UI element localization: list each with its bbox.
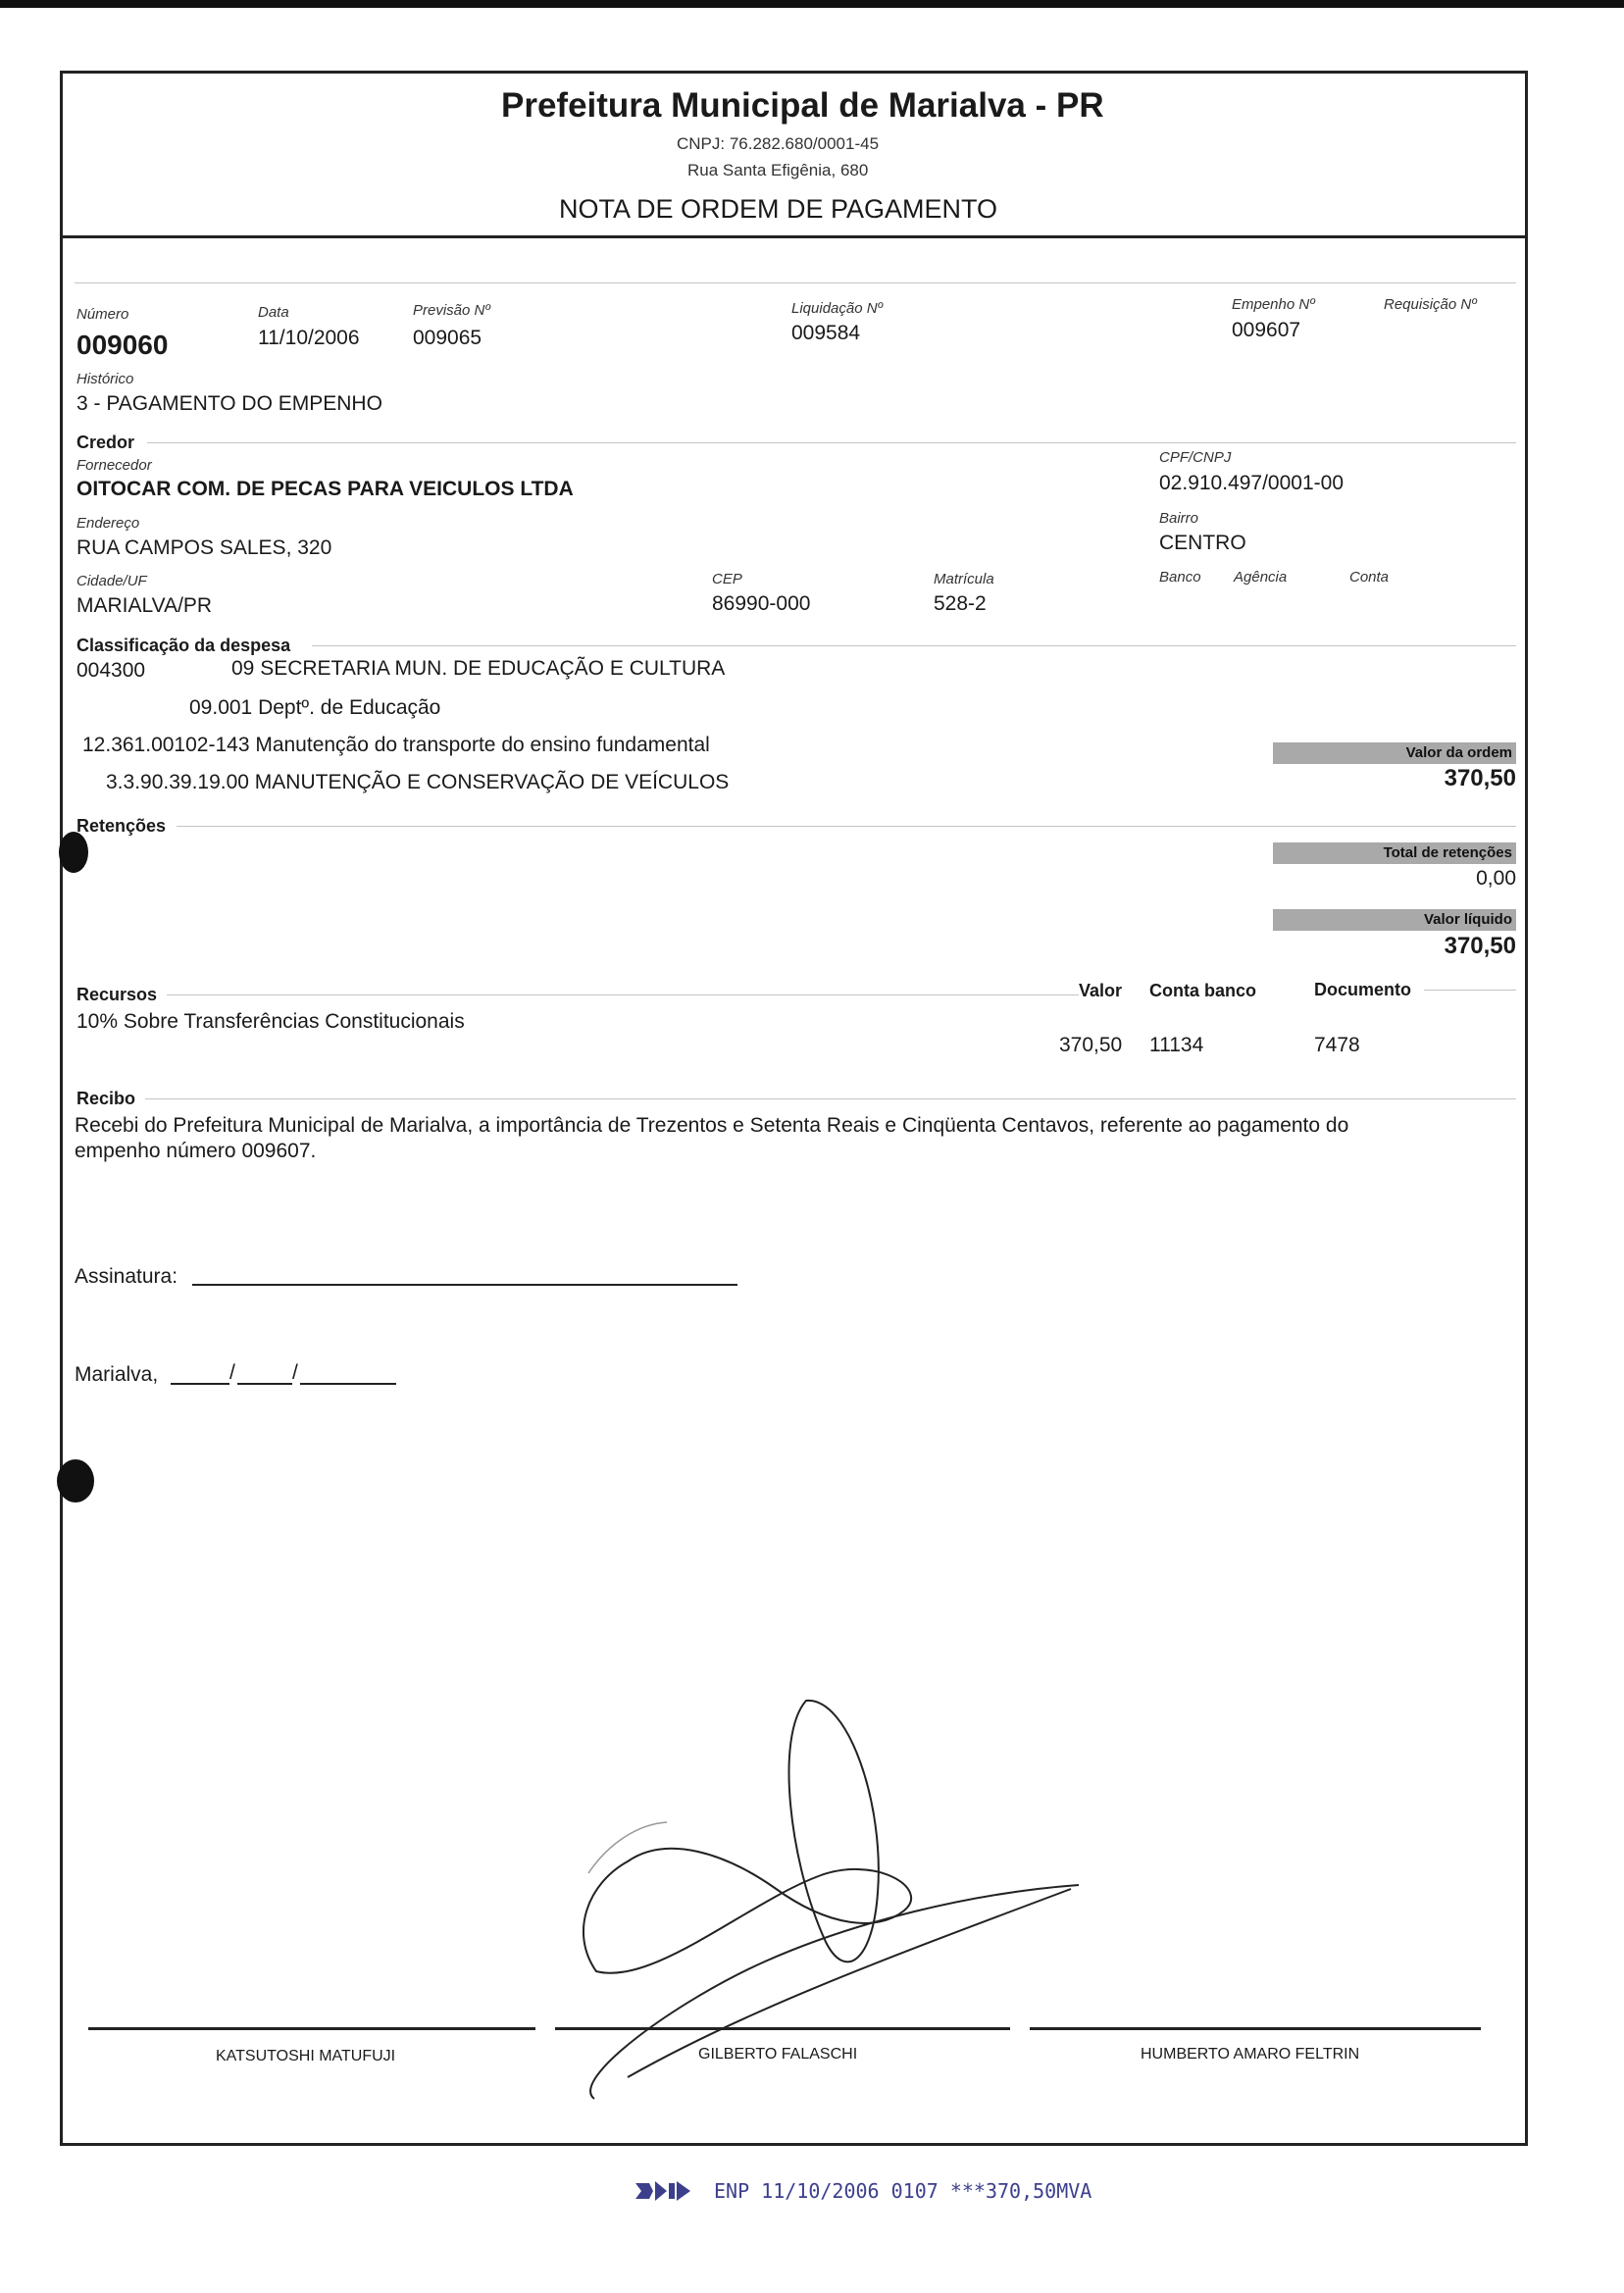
recibo-text-line1: Recebi do Prefeitura Municipal de Marialva, a importância de Trezentos e Setenta Reais e Cinqüenta Centavos, referente ao pagamento do: [75, 1114, 1349, 1137]
document-title: NOTA DE ORDEM DE PAGAMENTO: [559, 194, 998, 224]
cidade-value: MARIALVA/PR: [76, 594, 213, 617]
valor-liquido-label: Valor líquido: [1273, 909, 1516, 931]
signatory-2-name: GILBERTO FALASCHI: [698, 2046, 858, 2063]
recursos-conta-label: Conta banco: [1149, 981, 1257, 1000]
numero-label: Número: [76, 306, 129, 323]
header-address: Rua Santa Efigênia, 680: [687, 161, 869, 179]
numero-value: 009060: [76, 330, 169, 360]
date-slash-1: /: [229, 1361, 235, 1384]
cidade-label: Cidade/UF: [76, 573, 147, 589]
credor-rule: [147, 442, 1516, 443]
signatory-3-name: HUMBERTO AMARO FELTRIN: [1141, 2046, 1360, 2063]
recursos-documento: 7478: [1314, 1034, 1360, 1056]
binder-hole-mark: [59, 832, 88, 873]
page-title: Prefeitura Municipal de Marialva - PR: [501, 86, 1104, 125]
recursos-rule-end: [1424, 990, 1516, 991]
recursos-descricao: 10% Sobre Transferências Constitucionais: [76, 1010, 465, 1033]
assinatura-label: Assinatura:: [75, 1265, 178, 1288]
endereco-label: Endereço: [76, 515, 140, 532]
local-label: Marialva,: [75, 1363, 159, 1386]
conta-label: Conta: [1349, 569, 1390, 586]
recibo-text-line2: empenho número 009607.: [75, 1140, 317, 1162]
previsao-label: Previsão Nº: [413, 302, 490, 319]
historico-label: Histórico: [76, 371, 134, 387]
fornecedor-value: OITOCAR COM. DE PECAS PARA VEICULOS LTDA: [76, 478, 574, 500]
previsao-value: 009065: [413, 327, 482, 349]
liquidacao-value: 009584: [791, 322, 861, 344]
classificacao-line4: 3.3.90.39.19.00 MANUTENÇÃO E CONSERVAÇÃO DE VEÍCULOS: [106, 771, 730, 793]
header-separator: [60, 235, 1528, 238]
credor-section: Credor: [76, 433, 135, 452]
cpf-value: 02.910.497/0001-00: [1159, 472, 1345, 494]
assinatura-line: [192, 1284, 737, 1286]
scan-top-edge: [0, 0, 1624, 8]
matricula-value: 528-2: [934, 592, 987, 615]
recursos-section: Recursos: [76, 985, 158, 1004]
classificacao-code: 004300: [76, 659, 146, 682]
date-year-line: [300, 1383, 396, 1385]
binder-hole-mark-2: [57, 1459, 94, 1503]
cep-label: CEP: [712, 571, 742, 587]
valor-liquido-value: 370,50: [1444, 933, 1516, 959]
data-value: 11/10/2006: [258, 327, 360, 349]
cpf-label: CPF/CNPJ: [1159, 449, 1232, 466]
retencoes-rule: [177, 826, 1516, 827]
signature-line-2: [555, 2027, 1010, 2030]
data-label: Data: [258, 304, 289, 321]
cep-value: 86990-000: [712, 592, 811, 615]
signatory-1-name: KATSUTOSHI MATUFUJI: [216, 2048, 396, 2064]
classificacao-section: Classificação da despesa: [76, 636, 291, 655]
fornecedor-label: Fornecedor: [76, 457, 152, 474]
retencoes-section: Retenções: [76, 816, 167, 836]
liquidacao-label: Liquidação Nº: [791, 300, 884, 317]
total-retencoes-value: 0,00: [1476, 867, 1516, 890]
recursos-valor: 370,50: [1059, 1034, 1123, 1056]
recursos-valor-label: Valor: [1079, 981, 1123, 1000]
requisicao-label: Requisição Nº: [1384, 296, 1477, 313]
empenho-value: 009607: [1232, 319, 1301, 341]
valor-ordem-label: Valor da ordem: [1273, 742, 1516, 764]
recursos-rule: [167, 994, 1079, 995]
date-month-line: [237, 1383, 292, 1385]
bairro-label: Bairro: [1159, 510, 1199, 527]
recursos-documento-label: Documento: [1314, 980, 1411, 999]
date-day-line: [171, 1383, 229, 1385]
classificacao-line1: 09 SECRETARIA MUN. DE EDUCAÇÃO E CULTURA: [231, 657, 726, 680]
recibo-section: Recibo: [76, 1089, 136, 1108]
classificacao-line2: 09.001 Deptº. de Educação: [189, 696, 441, 719]
classificacao-rule: [312, 645, 1516, 646]
bank-logo-icon: [635, 2177, 698, 2205]
recursos-conta: 11134: [1149, 1034, 1204, 1056]
signature-line-3: [1030, 2027, 1481, 2030]
matricula-label: Matrícula: [934, 571, 994, 587]
date-slash-2: /: [292, 1361, 298, 1384]
valor-ordem-value: 370,50: [1444, 765, 1516, 791]
recibo-rule: [145, 1098, 1516, 1099]
signature-line-1: [88, 2027, 535, 2030]
header-cnpj: CNPJ: 76.282.680/0001-45: [677, 134, 880, 153]
endereco-value: RUA CAMPOS SALES, 320: [76, 536, 332, 559]
banco-label: Banco: [1159, 569, 1201, 586]
empenho-label: Empenho Nº: [1232, 296, 1315, 313]
historico-value: 3 - PAGAMENTO DO EMPENHO: [76, 392, 382, 415]
total-retencoes-label: Total de retenções: [1273, 842, 1516, 864]
agencia-label: Agência: [1234, 569, 1288, 586]
classificacao-line3: 12.361.00102-143 Manutenção do transporte do ensino fundamental: [82, 734, 710, 756]
bairro-value: CENTRO: [1159, 532, 1246, 554]
ids-rule: [75, 282, 1516, 283]
bank-stamp-text: ENP 11/10/2006 0107 ***370,50MVA: [714, 2179, 1092, 2203]
